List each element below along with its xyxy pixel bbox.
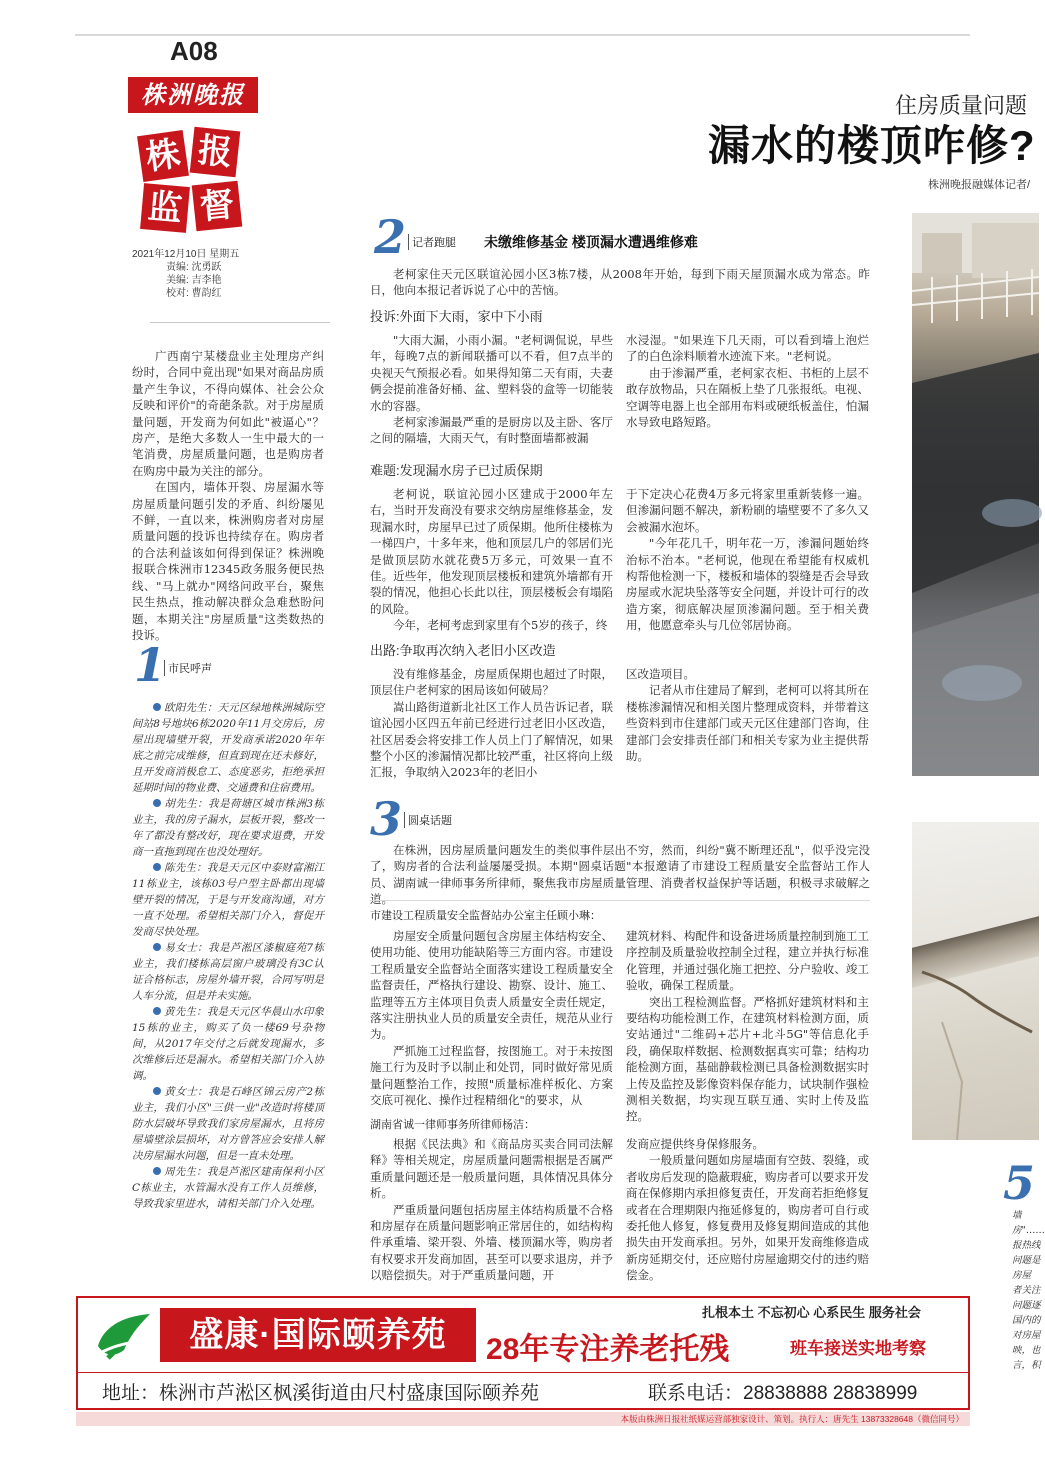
rooftop-photo-art — [912, 213, 1039, 776]
hand-leaf-logo-icon — [94, 1306, 154, 1364]
section-number: 1 — [134, 638, 167, 692]
bullet-icon — [153, 1007, 161, 1015]
section-label: 圆桌话题 — [404, 812, 452, 828]
article-column: "大雨大漏，小雨小漏。"老柯调侃说，早些年，每晚7点的新闻联播可以不看，但7点半的央视天气预报必看。如果得知第二天有雨，夫妻俩会提前准备好桶、盆、塑料袋的盒等一切能装水的容器。 老柯家渗漏最严重的是厨房以及主卧、客厅之间的隔墙，大雨天气，有时整面墙都被漏 — [370, 333, 613, 446]
advertisement-banner — [76, 1296, 970, 1410]
ad-slogan-main: 28年专注养老托残 — [486, 1333, 730, 1366]
bullet-icon — [153, 1167, 161, 1175]
designer-credit: 美编: 吉李艳 — [166, 275, 222, 286]
intro-text — [132, 348, 324, 643]
seal-char: 株 — [137, 130, 189, 182]
article-column: 建筑材料、构配件和设备进场质量控制到施工工序控制及质量验收控制全过程，建立并执行标准化管理，并通过强化施工把控、分户验收、竣工验收，确保工程质量。 突出工程检测监督。严格抓好建筑材料和主要结构功能检测工作，在建筑材料检测方面，质安站通过"二维码+芯片+北斗5G"等信息化手段，确保取样数据、检测数据真实可靠；结构功能检测方面，基础静载检测已具备检测数据实时上传及监控及影像资料保存能力，试块制作强检测相关数据，均实现互联互通、实时上传及监控。 — [626, 929, 869, 1124]
article-column: 没有维修基金，房屋质保期也超过了时限，顶层住户老柯家的困局该如何破局？ 嵩山路街道新北社区工作人员告诉记者，联谊沁园小区四五年前已经进行过老旧小区改造，社区居委会将安排工作人员上门了解情况，如果整个小区的渗漏情况都比较严重，社区将向上级汇报，争取纳入2023年的老旧小 — [370, 667, 613, 780]
section3-lead: 在株洲，因房屋质量问题发生的类似事件层出不穷，然而，纠纷"冀不断理还乱"，似乎没完没了，购房者的合法利益屡屡受损。本期"圆桌话题"本报邀请了市建设工程质量安全监督站工作人员、湖南诚一律师事务所律师，聚焦我市房屋质量管理、消费者权益保护等话题，积极寻求破解之 — [370, 843, 870, 890]
speaker-label: 市建设工程质量安全监督站办公室主任顾小琳： — [370, 910, 601, 922]
ad-slogan-small: 扎根本土 不忘初心 心系民生 服务社会 — [702, 1305, 921, 1320]
subhead: 投诉:外面下大雨，家中下小雨 — [370, 309, 543, 324]
issue-meta — [132, 248, 282, 300]
section-title: 未缴维修基金 楼顶漏水遭遇维修难 — [484, 234, 698, 250]
section-number: 2 — [374, 210, 407, 264]
divider — [78, 1372, 968, 1373]
subhead: 出路:争取再次纳入老旧小区改造 — [370, 643, 556, 658]
ad-phone: 联系电话：28838888 28838999 — [648, 1383, 918, 1404]
masthead-logo: 株洲晚报 — [128, 77, 258, 113]
speaker-label: 湖南省诚一律师事务所律师杨洁： — [370, 1119, 535, 1131]
section1-heading — [134, 638, 212, 692]
section2-heading — [374, 210, 894, 264]
bullet-icon — [153, 799, 161, 807]
wall-crack-photo — [912, 822, 1039, 1140]
complaint-item: 黄先生：我是天元区华晨山水印象15栋的业主，购买了负一楼69号杂物间，从2017年交付之后就发现漏水，多次维修后还是漏水。希望相关部门介入协调。 — [132, 1006, 324, 1082]
crack-lines-art — [912, 822, 1039, 1140]
article-column: 根据《民法典》和《商品房买卖合同司法解释》等相关规定，房屋质量问题需根据是否属严重质量问题还是一般质量问题，具体情况具体分析。 严重质量问题包括房屋主体结构质量不合格和房屋存在质量问题影响正常居住的，如结构构件承重墙、梁开裂、外墙、楼顶漏水等，购房者有权要求开发商加固，甚至可以要求退房，并予以赔偿损失。对于严重质量问题，开 — [370, 1137, 613, 1283]
ad-slogan-side: 班车接送实地考察 — [790, 1339, 926, 1358]
subhead: 难题:发现漏水房子已过质保期 — [370, 463, 543, 478]
proofreader-credit: 校对: 曹韵红 — [166, 288, 222, 299]
seal-char: 督 — [192, 181, 243, 232]
complaint-item: 周先生：我是芦淞区建南保利小区C栋业主，水管漏水没有工作人员维修，导致我家里进水，请相关部门介入处理。 — [132, 1166, 324, 1210]
section5-heading — [1003, 1156, 1036, 1210]
complaint-item: 陈先生：我是天元区中泰财富湘江11栋业主，该栋03号户型主卧都出现墙壁开裂的情况，于是与开发商沟通，对方一直不处理。希望相关部门介入，督促开发商尽快处理。 — [132, 862, 324, 938]
bullet-icon — [153, 703, 161, 711]
byline: 株洲晚报融媒体记者/ — [928, 179, 1031, 191]
article-column: 发商应提供终身保修服务。 一般质量问题如房屋墙面有空鼓、裂缝，或者收房后发现的隐蔽瑕疵，购房者可以要求开发商在保修期内承担修复责任，开发商若拒绝修复或者在合理期限内拖延修复的，购房者可自行或委托他人修复，修复费用及修复期间造成的其他损失由开发商承担。另外，如果开发商维修造成新房延期交付，还应赔付房屋逾期交付的违约赔偿金。 — [626, 1137, 869, 1283]
section-label: 记者跑腿 — [408, 234, 456, 250]
page-number: A08 — [170, 36, 218, 66]
complaint-item: 胡先生：我是荷塘区城市株洲3栋业主，我的房子漏水，层板开裂，整改一年了都没有整改好，现在要求退费，开发商一直拖到现在也没处理好。 — [132, 798, 324, 858]
article-column: 房屋安全质量问题包含房屋主体结构安全、使用功能、使用功能缺陷等三方面内容。市建设工程质量安全监督站全面落实建设工程质量安全监督责任，严格执行建设、勘察、设计、施工、监理等五方主体项目负责人质量安全责任规定，落实注册执业人员的质量安全责任，规范从业行为。 严抓施工过程监督，按图施工。对于未按图施工行为及时予以制止和处罚，同时做好常见质量问题整治工作，按照"质量标准样板化、方案交底可视化、操作过程精细化"的要求，从 — [370, 929, 613, 1108]
section-number: 3 — [370, 792, 403, 846]
section5-cropped-text: 墙 房"…… 报热线 问题是 房屋 者关注 问题逐 国内的 对房屋 映，也 言，积 — [1012, 1210, 1045, 1371]
divider — [150, 312, 330, 323]
article-column: 水浸湿。"如果连下几天雨，可以看到墙上泡烂了的白色涂料顺着水迹流下来。"老柯说。 由于渗漏严重，老柯家衣柜、书柜的上层不敢存放物品，只在隔板上垫了几张报纸。电视、空调等电器上也全部用布料或硬纸板盖住，怕漏水导致电路短路。 — [626, 333, 869, 430]
intro-paragraph: 广西南宁某楼盘业主处理房产纠纷时，合同中竟出现"如果对商品房质量产生争议，不得向媒体、社会公众反映和评价"的奇葩条款。对于房屋质量问题，开发商为何如此"被逼心"？房产，是绝大多数人一生中最大的一笔消费，房屋质量问题，也是购房者在购房中最为关注的部分。 — [132, 349, 324, 478]
article-column: 老柯说，联谊沁园小区建成于2000年左右，当时开发商没有要求交纳房屋维修基金，发现漏水时，房屋早已过了质保期。他所住楼栋为一梯四户，十多年来，他和顶层几户的邻居们光是做顶层防水就花费5万多元，可效果一直不佳。近些年，他发现顶层楼板和建筑外墙都有开裂的情况，他担心长此以往，顶层楼板会有塌陷的风险。 今年，老柯考虑到家里有个5岁的孩子，终 — [370, 487, 613, 633]
divider — [370, 900, 870, 901]
intro-paragraph: 在国内，墙体开裂、房屋漏水等房屋质量问题引发的矛盾、纠纷屡见不鲜，一直以来，株洲购房者对房屋质量问题的投诉也持续存在。购房者的合法利益该如何得到保证？株洲晚报联合株洲市12345政务服务便民热线、"马上就办"网络问政平台，聚焦民生热点，推动解决群众急难愁盼问题，本期关注"房屋质量"这类数热的投诉。 — [132, 480, 324, 642]
complaint-item: 欧阳先生：天元区绿地株洲城际空间站8号地块6栋2020年11月交房后，房屋出现墙壁开裂，开发商承诺2020年年底之前完成维修，但直到现在还未修好，且开发商消极怠工、态度恶劣，拒绝承担延期时间的物业费、交通费和住宿费用。 — [132, 702, 324, 794]
seal-char: 报 — [190, 127, 241, 178]
ad-footer: 本版由株洲日报社纸媒运营部独家设计、策划。执行人：唐先生 13873328648（微信同号） — [76, 1412, 970, 1426]
kicker: 住房质量问题 — [895, 93, 1028, 118]
issue-date: 2021年12月10日 星期五 — [132, 249, 240, 260]
section-label: 市民呼声 — [164, 660, 212, 676]
complaint-item: 易女士：我是芦淞区漆椒庭苑7栋业主，我们楼栋高层窗户玻璃没有3C认证合格标志，房屋外墙开裂，合同写明是人车分流，但是并未实施。 — [132, 942, 324, 1002]
ad-address: 地址：株洲市芦淞区枫溪街道由尺村盛康国际颐养苑 — [102, 1383, 540, 1404]
article-column: 区改造项目。 记者从市住建局了解到，老柯可以将其所在楼栋渗漏情况和相关图片整理成资料，并带着这些资料到市住建部门或天元区住建部门咨询，住建部门会安排责任部门和相关专家为业主提供帮助。 — [626, 667, 869, 764]
bullet-icon — [153, 943, 161, 951]
article-column: 于下定决心花费4万多元将家里重新装修一遍。但渗漏问题不解决，新粉刷的墙壁要不了多久又会被漏水泡坏。 "今年花几千，明年花一万，渗漏问题始终治标不治本。"老柯说，他现在希望能有权威机构帮他检测一下，楼板和墙体的裂缝是否会导致房屋或水泥块坠落等安全问题，并设计可行的改造方案，彻底解决屋顶渗漏问题。至于相关费用，他愿意牵头与几位邻居协商。 — [626, 487, 869, 633]
brand-name: 盛康·国际颐养苑 — [160, 1308, 476, 1362]
section2-lead: 老柯家住天元区联谊沁园小区3栋7楼，从2008年开始，每到下雨天屋顶漏水成为常态。昨日，他向本报记者诉说了心中的苦恼。 — [370, 267, 870, 298]
editor-credit: 责编: 沈勇跃 — [166, 262, 222, 273]
bullet-icon — [153, 863, 161, 871]
rooftop-photo — [912, 213, 1039, 776]
complaint-item: 黄女士：我是石峰区锦云房产2栋业主，我们小区"三供一业"改造时将楼顶防水层破坏导致我们家房屋漏水，且将房屋墙壁涂层损坏，对方曾答应会安排人解决房屋漏水问题，但是一直未处理。 — [132, 1086, 324, 1162]
bullet-icon — [153, 1087, 161, 1095]
complaints-list — [132, 700, 324, 1212]
headline: 漏水的楼顶咋修? — [708, 122, 1036, 169]
section-number: 5 — [1003, 1156, 1036, 1210]
seal-char: 监 — [140, 183, 190, 233]
section3-heading — [370, 792, 570, 846]
column-seal — [140, 130, 240, 233]
